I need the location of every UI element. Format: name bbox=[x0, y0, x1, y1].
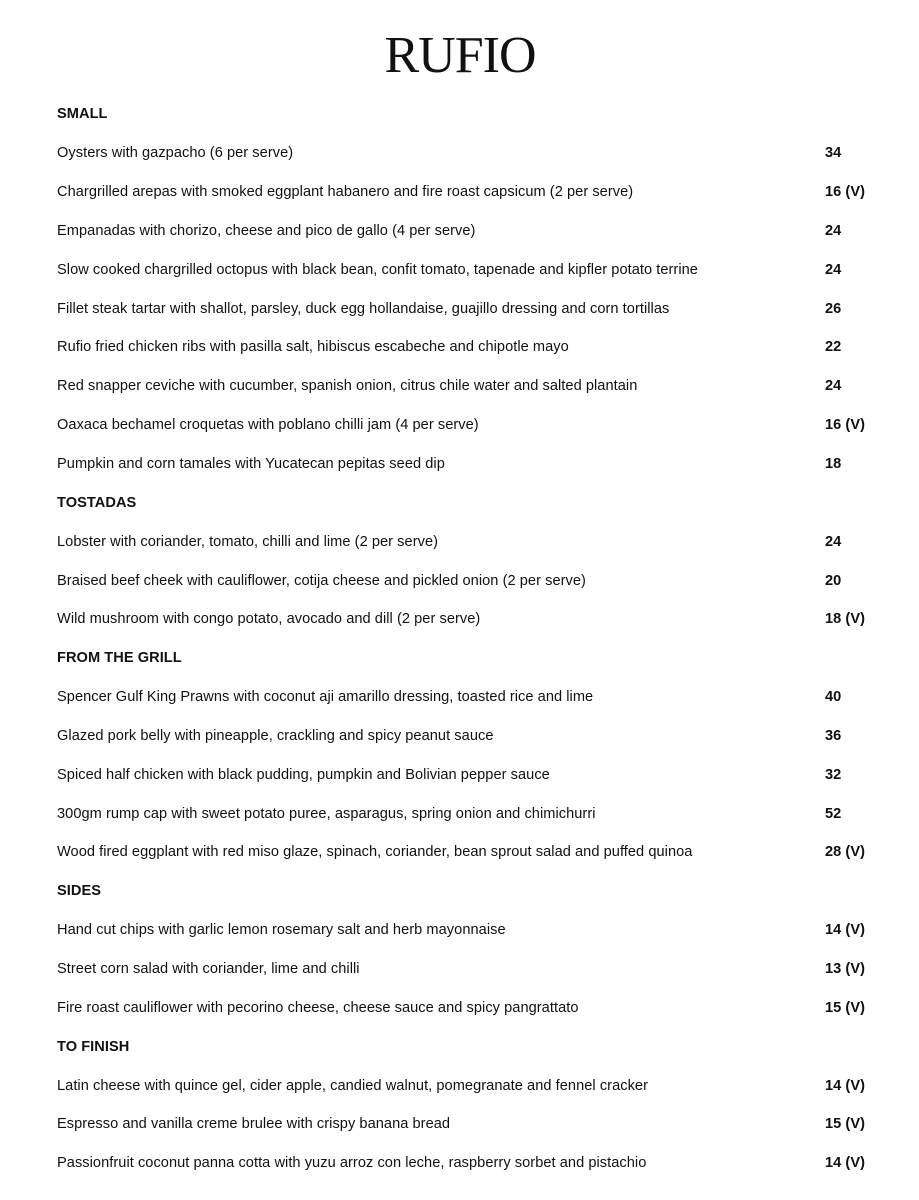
menu-item bbox=[57, 173, 877, 212]
menu-item bbox=[57, 367, 877, 406]
item-name: Oysters with gazpacho (6 per serve) bbox=[57, 145, 294, 162]
menu-item bbox=[57, 250, 877, 289]
item-name: Glazed pork belly with pineapple, crackling and spicy peanut sauce bbox=[57, 727, 494, 744]
menu-item bbox=[57, 134, 877, 173]
menu-item bbox=[57, 445, 877, 484]
menu-item bbox=[57, 833, 877, 872]
item-name: Braised beef cheek with cauliflower, cotija cheese and pickled onion (2 per serve) bbox=[57, 572, 586, 589]
item-price: 26 bbox=[825, 300, 842, 317]
item-price: 14 (V) bbox=[825, 1077, 866, 1094]
item-price: 16 (V) bbox=[825, 417, 866, 434]
menu-item bbox=[57, 1144, 877, 1183]
item-price: 36 bbox=[825, 727, 842, 744]
item-price: 15 (V) bbox=[825, 999, 866, 1016]
logo-wordmark bbox=[360, 22, 560, 82]
menu-item bbox=[57, 522, 877, 561]
menu-item bbox=[57, 406, 877, 445]
item-price: 32 bbox=[825, 766, 842, 783]
item-name: Empanadas with chorizo, cheese and pico de gallo (4 per serve) bbox=[57, 222, 476, 239]
menu-item bbox=[57, 988, 877, 1027]
logo-text: RUFIO bbox=[383, 27, 536, 84]
item-price: 28 (V) bbox=[825, 844, 866, 861]
item-price: 22 bbox=[825, 339, 842, 356]
menu-item bbox=[57, 717, 877, 756]
item-price: 20 bbox=[825, 572, 842, 589]
menu-item bbox=[57, 755, 877, 794]
item-price: 18 bbox=[825, 456, 842, 473]
item-price: 24 bbox=[825, 378, 842, 395]
item-name: Hand cut chips with garlic lemon rosemary salt and herb mayonnaise bbox=[57, 922, 506, 939]
item-price: 40 bbox=[825, 689, 842, 706]
item-name: 300gm rump cap with sweet potato puree, asparagus, spring onion and chimichurri bbox=[57, 805, 596, 822]
menu-item bbox=[57, 678, 877, 717]
item-name: Red snapper ceviche with cucumber, spanish onion, citrus chile water and salted plantain bbox=[57, 378, 638, 395]
item-price: 24 bbox=[825, 222, 842, 239]
menu-item bbox=[57, 1066, 877, 1105]
item-name: Spiced half chicken with black pudding, pumpkin and Bolivian pepper sauce bbox=[57, 766, 550, 783]
item-name: Oaxaca bechamel croquetas with poblano chilli jam (4 per serve) bbox=[57, 417, 479, 434]
item-name: Lobster with coriander, tomato, chilli and lime (2 per serve) bbox=[57, 533, 439, 550]
restaurant-logo bbox=[0, 22, 919, 82]
item-price: 16 (V) bbox=[825, 184, 866, 201]
item-price: 52 bbox=[825, 805, 842, 822]
menu-item bbox=[57, 911, 877, 950]
item-name: Pumpkin and corn tamales with Yucatecan pepitas seed dip bbox=[57, 456, 445, 473]
item-price: 14 (V) bbox=[825, 922, 866, 939]
item-price: 14 (V) bbox=[825, 1155, 866, 1172]
menu-item bbox=[57, 212, 877, 251]
item-name: Fire roast cauliflower with pecorino cheese, cheese sauce and spicy pangrattato bbox=[57, 999, 579, 1016]
section-title-small: SMALL bbox=[57, 106, 108, 123]
item-name: Latin cheese with quince gel, cider apple, candied walnut, pomegranate and fennel cracker bbox=[57, 1077, 649, 1094]
item-name: Espresso and vanilla creme brulee with crispy banana bread bbox=[57, 1116, 451, 1133]
menu-item bbox=[57, 600, 877, 639]
item-name: Street corn salad with coriander, lime and chilli bbox=[57, 960, 360, 977]
section-title-sides: SIDES bbox=[57, 883, 102, 900]
item-price: 18 (V) bbox=[825, 611, 866, 628]
item-name: Spencer Gulf King Prawns with coconut aji amarillo dressing, toasted rice and lime bbox=[57, 689, 594, 706]
section-title-tostadas: TOSTADAS bbox=[57, 494, 137, 511]
menu-item bbox=[57, 328, 877, 367]
item-price: 15 (V) bbox=[825, 1116, 866, 1133]
menu-item bbox=[57, 561, 877, 600]
menu-item bbox=[57, 1105, 877, 1144]
item-name: Rufio fried chicken ribs with pasilla salt, hibiscus escabeche and chipotle mayo bbox=[57, 339, 569, 356]
menu bbox=[57, 95, 877, 1183]
item-price: 24 bbox=[825, 261, 842, 278]
item-price: 13 (V) bbox=[825, 960, 866, 977]
menu-item bbox=[57, 950, 877, 989]
menu-item bbox=[57, 794, 877, 833]
item-price: 34 bbox=[825, 145, 842, 162]
item-name: Chargrilled arepas with smoked eggplant habanero and fire roast capsicum (2 per serve) bbox=[57, 184, 634, 201]
item-price: 24 bbox=[825, 533, 842, 550]
item-name: Passionfruit coconut panna cotta with yuzu arroz con leche, raspberry sorbet and pistachio bbox=[57, 1155, 647, 1172]
item-name: Wood fired eggplant with red miso glaze, spinach, coriander, bean sprout salad and puffed quinoa bbox=[57, 844, 693, 861]
item-name: Wild mushroom with congo potato, avocado and dill (2 per serve) bbox=[57, 611, 481, 628]
section-title-to-finish: TO FINISH bbox=[57, 1038, 130, 1055]
menu-item bbox=[57, 289, 877, 328]
item-name: Fillet steak tartar with shallot, parsley, duck egg hollandaise, guajillo dressing and corn tortillas bbox=[57, 300, 670, 317]
section-title-from-the-grill: FROM THE GRILL bbox=[57, 650, 182, 667]
item-name: Slow cooked chargrilled octopus with black bean, confit tomato, tapenade and kipfler potato terrine bbox=[57, 261, 698, 278]
